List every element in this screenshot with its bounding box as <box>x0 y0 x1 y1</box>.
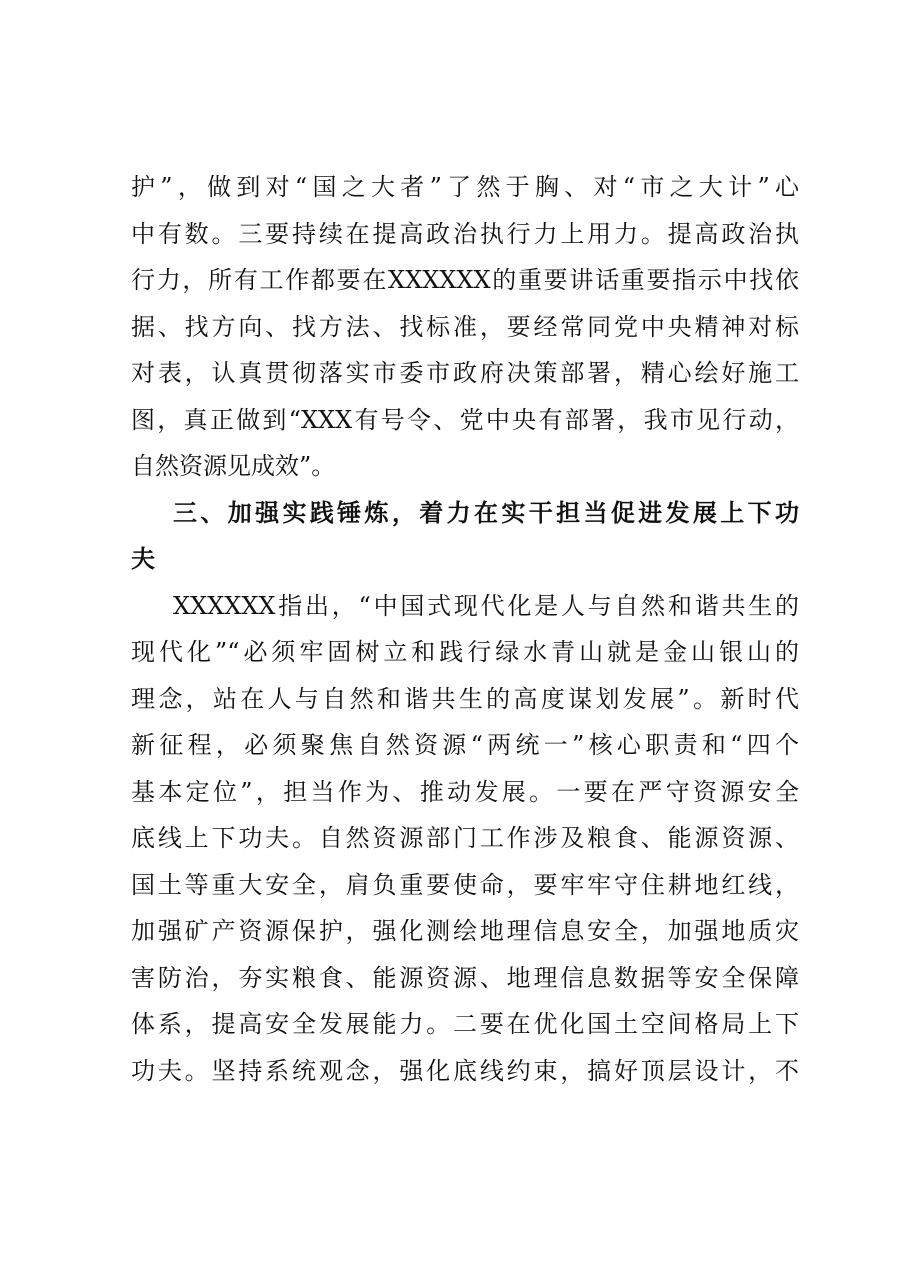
text-line: 中有数。三要持续在提高政治执行力上用力。提高政治执 <box>131 219 799 248</box>
text-line: 据、找方向、找方法、找标准，要经常同党中央精神对标 <box>131 312 799 341</box>
text-line: 现代化”“必须牢固树立和践行绿水青山就是金山银山的 <box>131 638 799 666</box>
text-line: 行力，所有工作都要在XXXXXX的重要讲话重要指示中找依 <box>131 266 799 294</box>
paragraph-1 <box>131 164 799 490</box>
document-body <box>131 164 799 1094</box>
text-line: 体系，提高安全发展能力。二要在优化国土空间格局上下 <box>131 1010 799 1038</box>
heading-line: 三、加强实践锤炼，着力在实干担当促进发展上下功 <box>173 498 799 527</box>
text-line: 图，真正做到“XXX有号令、党中央有部署，我市见行动， <box>131 405 799 434</box>
section-heading <box>131 490 799 583</box>
text-line: XXXXXX指出，“中国式现代化是人与自然和谐共生的 <box>173 591 799 620</box>
text-line: 功夫。坚持系统观念，强化底线约束，搞好顶层设计，不 <box>131 1056 799 1085</box>
paragraph-2 <box>131 583 799 1095</box>
text-line: 自然资源见成效”。 <box>131 452 336 480</box>
text-line: 对表，认真贯彻落实市委市政府决策部署，精心绘好施工 <box>131 359 799 387</box>
text-line: 基本定位”，担当作为、推动发展。一要在严守资源安全 <box>131 777 799 806</box>
text-line: 国土等重大安全，肩负重要使命，要牢牢守住耕地红线， <box>131 870 799 899</box>
text-line: 加强矿产资源保护，强化测绘地理信息安全，加强地质灾 <box>131 917 799 945</box>
text-line: 护”，做到对“国之大者”了然于胸、对“市之大计”心 <box>131 173 799 201</box>
text-line: 新征程，必须聚焦自然资源“两统一”核心职责和“四个 <box>131 731 799 759</box>
text-line: 底线上下功夫。自然资源部门工作涉及粮食、能源资源、 <box>131 824 799 852</box>
heading-line: 夫 <box>131 545 155 573</box>
text-line: 害防治，夯实粮食、能源资源、地理信息数据等安全保障 <box>131 963 799 992</box>
text-line: 理念，站在人与自然和谐共生的高度谋划发展”。新时代 <box>131 684 799 713</box>
